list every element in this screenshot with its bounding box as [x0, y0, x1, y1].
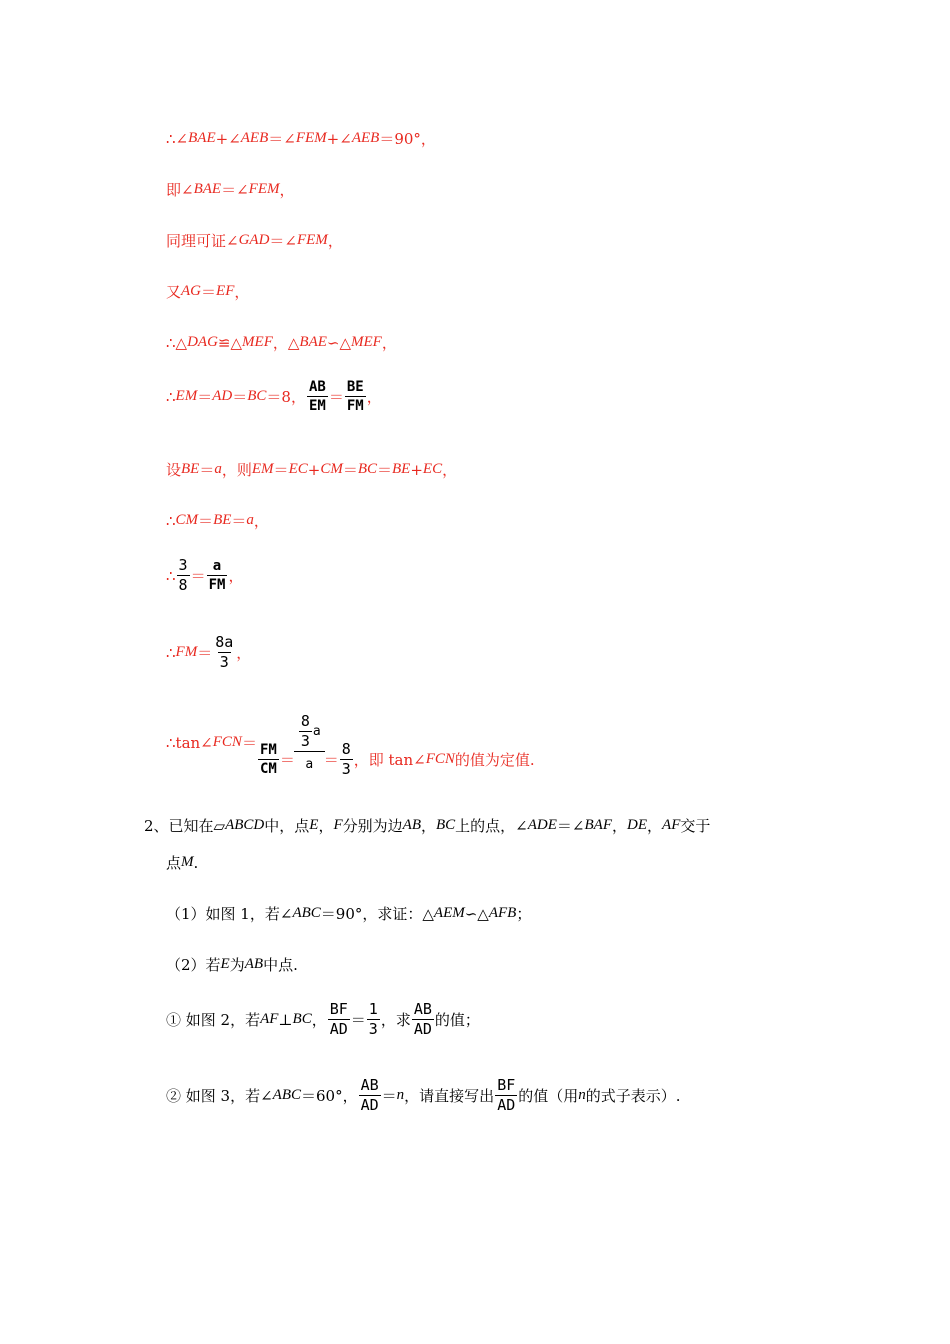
text: 交于 [680, 817, 711, 835]
text: + [410, 460, 423, 479]
solution-line-11 [166, 708, 535, 777]
text: BAF [584, 817, 612, 833]
text: ＝ [232, 388, 248, 406]
denominator: 3 [219, 653, 229, 671]
problem-2-line-1 [144, 815, 710, 836]
text: ； [516, 905, 532, 923]
text: a [312, 724, 321, 739]
text: （1）如图 1，若∠ [166, 905, 293, 923]
text: ⊥ [278, 1010, 293, 1029]
text: 的值（用 [518, 1087, 579, 1105]
solution-line-7 [166, 459, 457, 480]
numerator: 1 [368, 1000, 378, 1018]
denominator: 8 [178, 576, 188, 594]
text: ，△ [272, 334, 300, 352]
denominator: FM [208, 577, 226, 593]
text: ＝ [199, 461, 215, 479]
text: . [193, 853, 199, 872]
numerator: BE [346, 379, 364, 395]
solution-line-10 [166, 635, 251, 670]
text: EM [251, 461, 274, 477]
text: ， [327, 232, 343, 250]
text: BC [436, 817, 456, 833]
fraction [307, 380, 328, 413]
text: a [246, 512, 254, 528]
text: ， [236, 644, 252, 662]
text: 中，点 [264, 817, 310, 835]
text: DAG [187, 334, 218, 350]
text: ABC [272, 1087, 301, 1103]
text: ＝90°，求证：△ [320, 905, 434, 923]
numerator: AB [308, 379, 326, 395]
numerator: 3 [178, 556, 188, 574]
denominator: 3 [300, 732, 310, 750]
text: BE [181, 461, 200, 477]
text: FEM [296, 232, 328, 248]
text: ，求 [380, 1011, 411, 1029]
text: BC [247, 388, 267, 404]
text: 分别为边 [342, 817, 403, 835]
text: ∽△ [326, 333, 352, 352]
denominator: AD [329, 1020, 348, 1038]
fraction [207, 559, 228, 592]
text: 中点. [263, 956, 298, 974]
numerator: a [212, 558, 222, 574]
text: 已知在▱ [168, 817, 226, 835]
fraction [359, 1078, 381, 1113]
text: FEM [248, 181, 280, 197]
solution-line-5 [166, 332, 397, 353]
text: n [396, 1087, 405, 1103]
solution-line-6 [166, 380, 382, 413]
denominator: FM [346, 398, 364, 414]
fraction [177, 558, 190, 593]
numerator: 8 [341, 740, 351, 758]
text: ， [366, 388, 382, 406]
text: AEM [433, 905, 465, 921]
text: 点 [166, 854, 182, 872]
text: EM [175, 388, 198, 404]
text: 的式子表示）. [585, 1087, 681, 1105]
text: ∴ [166, 387, 176, 406]
text: ≌△ [217, 333, 243, 352]
text: ∽△ [464, 904, 489, 923]
text: ＝∠ [221, 181, 249, 199]
text: GAD [238, 232, 270, 248]
text: ， [311, 1011, 327, 1029]
text: ＝ [279, 751, 295, 769]
text: + [307, 460, 321, 479]
text: 即∠ [166, 181, 194, 199]
text: ADE [527, 817, 557, 833]
denominator: AD [413, 1020, 432, 1038]
text: ， [228, 567, 244, 585]
text: ∴△ [166, 333, 188, 352]
text: CM [320, 461, 343, 477]
text: ＝ [201, 283, 217, 301]
text: ， [381, 334, 397, 352]
text: AG [181, 283, 202, 299]
text: ＝ [241, 734, 257, 752]
text: M [181, 854, 194, 870]
text: ＝∠ [269, 232, 297, 250]
text: n [578, 1087, 586, 1103]
subquestion-2-2 [166, 1078, 681, 1113]
text: FCN [212, 734, 242, 750]
text: FEM [295, 130, 327, 146]
text: BAE [299, 334, 327, 350]
fraction [367, 1002, 380, 1037]
text: FM [175, 644, 198, 660]
text: ∴ [166, 566, 176, 585]
fraction [412, 1002, 434, 1037]
text: EC [288, 461, 308, 477]
text: ＝ [273, 461, 289, 479]
numerator: 8a [215, 633, 234, 651]
text: ＝ [350, 1011, 366, 1029]
fraction [213, 635, 235, 670]
text: ， [420, 817, 436, 835]
numerator [296, 714, 323, 751]
text: ＝60°， [301, 1087, 358, 1105]
numerator: AB [360, 1076, 379, 1094]
text: MEF [351, 334, 382, 350]
text: BC [292, 1011, 312, 1027]
numerator: FM [259, 742, 277, 758]
text: AB [244, 956, 264, 972]
subquestion-2-1 [166, 1002, 480, 1037]
text: ， [234, 283, 250, 301]
text: +∠ [326, 129, 352, 148]
text: ＝ [328, 388, 344, 406]
solution-line-8 [166, 510, 269, 531]
text: BE [392, 461, 411, 477]
denominator: AD [360, 1096, 379, 1114]
text: ② 如图 3，若∠ [166, 1087, 273, 1105]
text: AD [212, 388, 233, 404]
text: ABCD [225, 817, 265, 833]
text: E [220, 956, 230, 972]
text: ， [442, 461, 458, 479]
text: F [333, 817, 343, 833]
denominator: AD [497, 1096, 516, 1114]
text: AF [662, 817, 681, 833]
text: AEB [351, 130, 380, 146]
fraction [328, 1002, 350, 1037]
text: 为 [229, 956, 245, 974]
text: EC [422, 461, 443, 477]
text: 同理可证∠ [166, 232, 239, 250]
text: ∴ [166, 643, 176, 662]
text: AEB [240, 130, 269, 146]
text: ＝ [190, 567, 206, 585]
solution-line-2 [166, 179, 295, 200]
solution-line-4 [166, 281, 249, 302]
text: +∠ [215, 129, 241, 148]
text: AF [260, 1011, 279, 1027]
text: ＝ [377, 461, 393, 479]
text: MEF [242, 334, 273, 350]
text: 的值为定值. [454, 751, 535, 769]
solution-line-1 [166, 128, 436, 149]
numerator: AB [413, 1000, 432, 1018]
text: ∴ [166, 511, 176, 530]
text: ＝ [342, 461, 358, 479]
denominator: a [294, 751, 325, 771]
text: ， [253, 512, 269, 530]
denominator: 3 [368, 1020, 378, 1038]
text: ， [279, 181, 295, 199]
text: ＝ [198, 512, 214, 530]
text: E [309, 817, 319, 833]
text: BAE [193, 181, 222, 197]
fraction [258, 743, 279, 776]
fraction [495, 1078, 517, 1113]
inner-fraction [299, 714, 312, 749]
text: （2）若 [166, 956, 221, 974]
subquestion-2 [166, 954, 298, 975]
problem-2-line-2 [166, 852, 198, 873]
text: a [214, 461, 222, 477]
text: ∴tan∠ [166, 733, 213, 752]
text: FCN [425, 751, 455, 767]
text: AFB [488, 905, 517, 921]
text: ，即 tan∠ [353, 751, 426, 769]
text: 上的点，∠ [455, 817, 528, 835]
problem-number: 2、 [144, 817, 169, 835]
solution-line-3 [166, 230, 343, 251]
text: BC [357, 461, 377, 477]
text: ＝ [197, 644, 213, 662]
text: BAE [188, 130, 216, 146]
text: AB [402, 817, 421, 833]
text: ， [647, 817, 663, 835]
text: ＝ [231, 512, 247, 530]
text: ABC [292, 905, 321, 921]
text: CM [175, 512, 199, 528]
text: ＝ [323, 751, 339, 769]
text: DE [627, 817, 648, 833]
text: BE [213, 512, 232, 528]
text: ，请直接写出 [404, 1087, 495, 1105]
numerator: BF [497, 1076, 516, 1094]
text: ＝∠ [268, 130, 296, 148]
numerator: BF [329, 1000, 348, 1018]
text: ＝90°， [379, 130, 436, 148]
text: ， [612, 817, 628, 835]
fraction [340, 742, 353, 777]
text: ＝ [381, 1087, 397, 1105]
text: ∴∠ [166, 129, 189, 148]
fraction [345, 380, 366, 413]
numerator: 8 [300, 712, 310, 730]
solution-line-9 [166, 558, 243, 593]
denominator: CM [259, 761, 277, 777]
text: ＝∠ [556, 817, 585, 835]
text: 设 [166, 461, 182, 479]
denominator: 3 [341, 760, 351, 778]
compound-fraction [296, 714, 323, 771]
text: ＝8， [266, 388, 306, 406]
text: ， [318, 817, 334, 835]
denominator: EM [308, 398, 326, 414]
text: 又 [166, 283, 182, 301]
subquestion-1 [166, 903, 531, 924]
text: 的值； [434, 1011, 480, 1029]
text: EF [216, 283, 235, 299]
text: ，则 [221, 461, 252, 479]
text: ① 如图 2，若 [166, 1011, 261, 1029]
text: ＝ [197, 388, 213, 406]
